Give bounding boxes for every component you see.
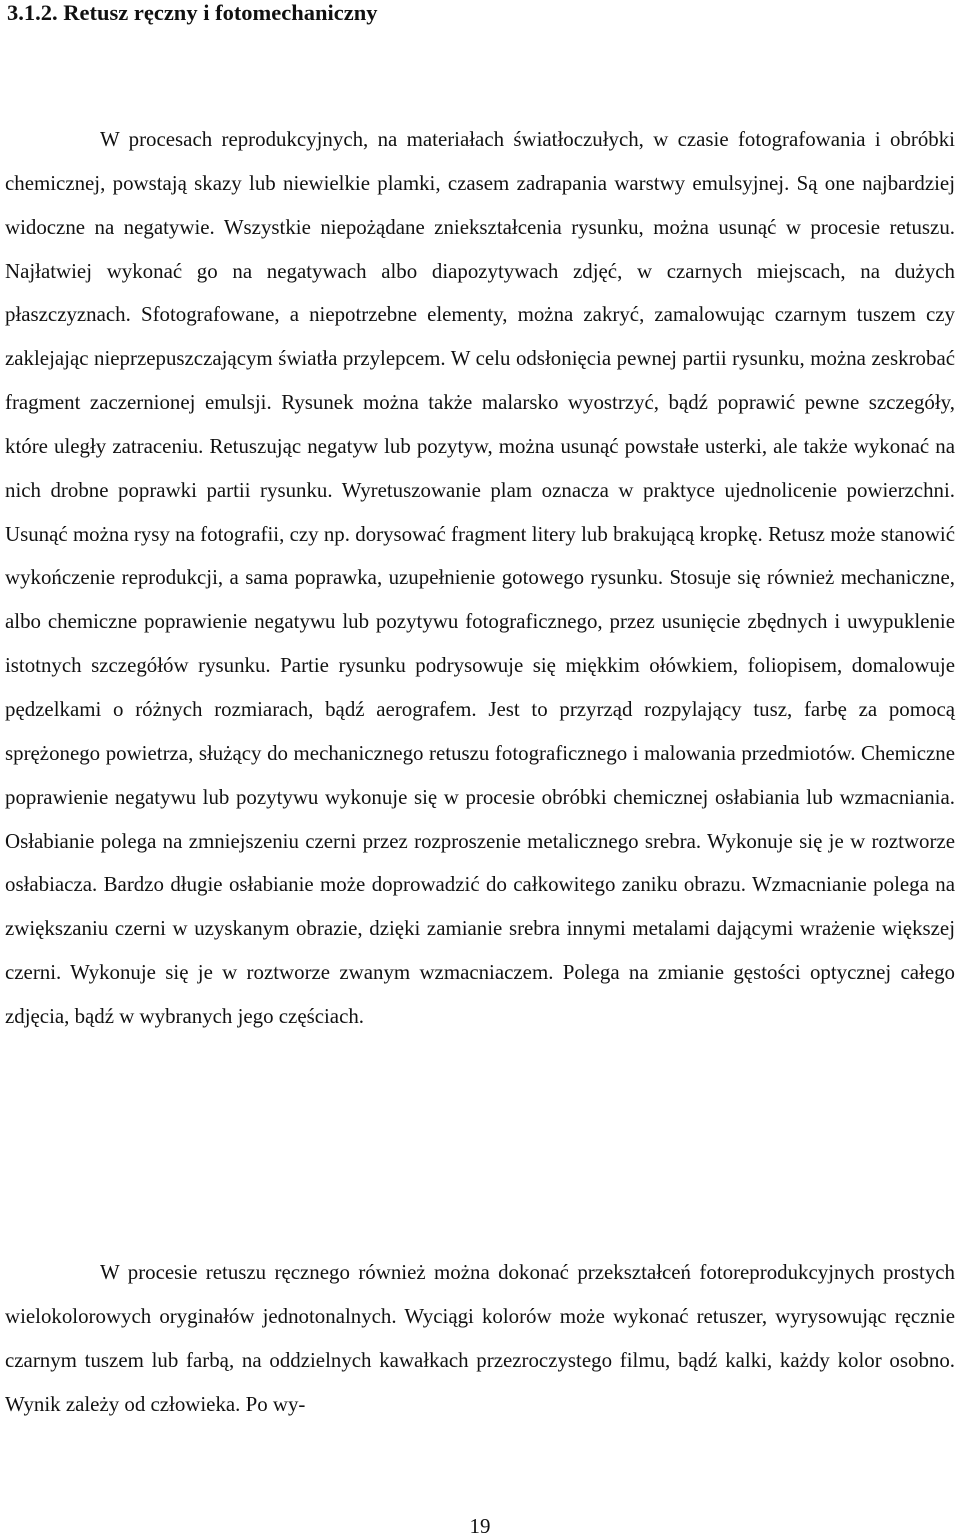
- page-number: 19: [469, 1514, 491, 1538]
- body-paragraph-2: W procesie retuszu ręcznego również można dokonać przekształceń fotoreprodukcyjnych prostych wielokolorowych oryginałów jednotonalnych. Wyciągi kolorów może wykonać retuszer, wyrysowując ręcznie czarnym tuszem lub farbą, na oddzielnych kawałkach przezroczystego filmu, bądź kalki, każdy kolor osobno. Wynik zależy od człowieka. Po wy-: [5, 1260, 955, 1416]
- body-paragraph-1: W procesach reprodukcyjnych, na materiałach światłoczułych, w czasie fotografowania i obróbki chemicznej, powstają skazy lub niewielkie plamki, czasem zadrapania warstwy emulsyjnej. Są one najbardziej widoczne na negatywie. Wszystkie niepożądane zniekształcenia rysunku, można usunąć w procesie retuszu. Najłatwiej wykonać go na negatywach albo diapozytywach zdjęć, w czarnych miejscach, na dużych płaszczyznach. Sfotografowane, a niepotrzebne elementy, można zakryć, zamalowując czarnym tuszem czy zaklejając nieprzepuszczającym światła przylepcem. W celu odsłonięcia pewnej partii rysunku, można zeskrobać fragment zaczernionej emulsji. Rysunek można także malarsko wyostrzyć, bądź poprawić pewne szczegóły, które uległy zatraceniu. Retuszując negatyw lub pozytyw, można usunąć powstałe usterki, ale także wykonać na nich drobne poprawki partii rysunku. Wyretuszowanie plam oznacza w praktyce ujednolicenie powierzchni. Usunąć można rysy na fotografii, czy np. dorysować fragment litery lub brakującą kropkę. Retusz może stanowić wykończenie reprodukcji, a sama poprawka, uzupełnienie gotowego rysunku. Stosuje się również mechaniczne, albo chemiczne poprawienie negatywu lub pozytywu fotograficznego, przez usunięcie zbędnych i uwypuklenie istotnych szczegółów rysunku. Partie rysunku podrysowuje się miękkim ołówkiem, foliopisem, domalowuje pędzelkami o różnych rozmiarach, bądź aerografem. Jest to przyrząd rozpylający tusz, farbę za pomocą sprężonego powietrza, służący do mechanicznego retuszu fotograficznego i malowania przedmiotów. Chemiczne poprawienie negatywu lub pozytywu wykonuje się w procesie obróbki chemicznej osłabiania lub wzmacniania. Osłabianie polega na zmniejszeniu czerni przez rozproszenie metalicznego srebra. Wykonuje się je w roztworze osłabiacza. Bardzo długie osłabianie może doprowadzić do całkowitego zaniku obrazu. Wzmacnianie polega na zwiększaniu czerni w uzyskanym obrazie, dzięki zamianie srebra innymi metalami dającymi wrażenie większej czerni. Wykonuje się je w roztworze zwanym wzmacniaczem. Polega na zmianie gęstości optycznej całego zdjęcia, bądź w wybranych jego częściach.: [5, 127, 955, 1028]
- section-heading: 3.1.2. Retusz ręczny i fotomechaniczny: [7, 0, 378, 25]
